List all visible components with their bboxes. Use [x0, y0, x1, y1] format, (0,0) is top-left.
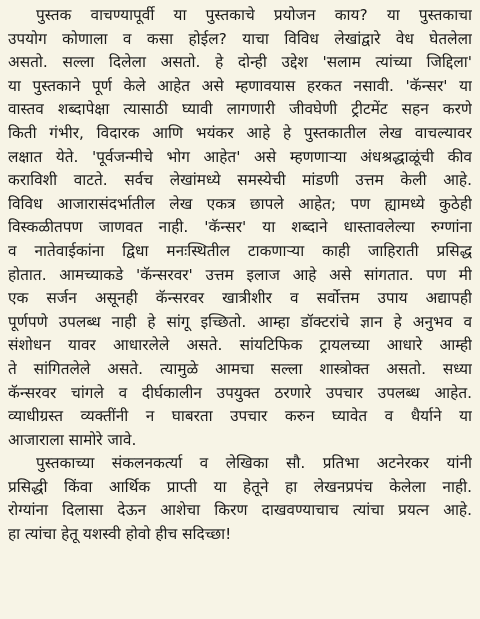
- text-line: लक्षात येते. 'पूर्वजन्मीचे भोग आहेत' असे म्हणणाऱ्या अंधश्रद्धाळूंची कीव: [8, 147, 472, 166]
- text-line: वास्तव शब्दापेक्षा त्यासाठी घ्यावी लागणारी जीवघेणी ट्रीटमेंट सहन करणे: [8, 100, 472, 119]
- text-line: कॅन्सरवर चांगले व दीर्घकालीन उपयुक्त ठरणारे उपचार उपलब्ध आहेत.: [8, 383, 472, 402]
- text-line: किती गंभीर, विदारक आणि भयंकर आहे हे पुस्तकातील लेख वाचल्यावर: [8, 123, 472, 142]
- text-line: पुस्तक वाचण्यापूर्वी या पुस्तकाचे प्रयोजन काय? या पुस्तकाचा: [36, 6, 472, 24]
- paragraph-2: [8, 452, 472, 546]
- text-line: कराविशी वाटते. सर्वच लेखांमध्ये समस्येची मांडणी उत्तम केली आहे.: [8, 171, 472, 190]
- text-line: ते सांगितलेले असते. त्यामुळे आमचा सल्ला शास्त्रोक्त असतो. सध्या: [8, 359, 472, 378]
- text-line: पुस्तकाच्या संकलनकर्त्या व लेखिका सौ. प्रतिभा अटनेरकर यांनी: [36, 454, 472, 473]
- text-line: या पुस्तकाने पूर्ण केले आहेत असे म्हणावयास हरकत नसावी. 'कॅन्सर' या: [8, 76, 472, 95]
- text-line: असतो. सल्ला दिलेला असतो. हे दोन्ही उद्देश 'सलाम त्यांच्या जिद्दिला': [8, 53, 472, 72]
- text-line: विविध आजारासंदर्भातील लेख एकत्र छापले आहेत; पण ह्यामध्ये कुठेही: [8, 194, 472, 213]
- text-line: व नातेवाईकांना द्विधा मनःस्थितील टाकणाऱ्या काही जाहिराती प्रसिद्ध: [8, 241, 472, 260]
- text-line: पूर्णपणे उपलब्ध नाही हे सांगू इच्छितो. आम्हा डॉक्टरांचे ज्ञान हे अनुभव व: [8, 312, 472, 331]
- text-line: विस्कळीतपण जाणवत नाही. 'कॅन्सर' या शब्दाने धास्तावलेल्या रुग्णांना: [8, 218, 472, 237]
- text-line: होतात. आमच्याकडे 'कॅन्सरवर' उत्तम इलाज आहे असे सांगतात. पण मी: [8, 265, 472, 284]
- text-line: संशोधन यावर आधारलेले असते. सांयटिफिक ट्रायलच्या आधारे आम्ही: [8, 336, 472, 355]
- text-line: आजाराला सामोरे जावे.: [8, 430, 137, 449]
- text-line: रोग्यांना दिलासा देऊन आशेचा किरण दाखवण्याचाच त्यांचा प्रयत्न आहे.: [8, 501, 472, 520]
- text-line: उपयोग कोणाला व कसा होईल? याचा विविध लेखांद्वारे वेध घेतलेला: [8, 29, 472, 48]
- paragraph-1: [8, 4, 472, 452]
- text-line: हा त्यांचा हेतू यशस्वी होवो हीच सदिच्छा!: [8, 525, 232, 544]
- text-line: प्रसिद्धी किंवा आर्थिक प्राप्ती या हेतूने हा लेखनप्रपंच केलेला नाही.: [8, 477, 472, 496]
- text-line: एक सर्जन असूनही कॅन्सरवर खात्रीशीर व सर्वोत्तम उपाय अद्यापही: [8, 289, 472, 308]
- text-line: व्याधीग्रस्त व्यक्तींनी न घाबरता उपचार करुन घ्यावेत व धैर्याने या: [8, 407, 472, 426]
